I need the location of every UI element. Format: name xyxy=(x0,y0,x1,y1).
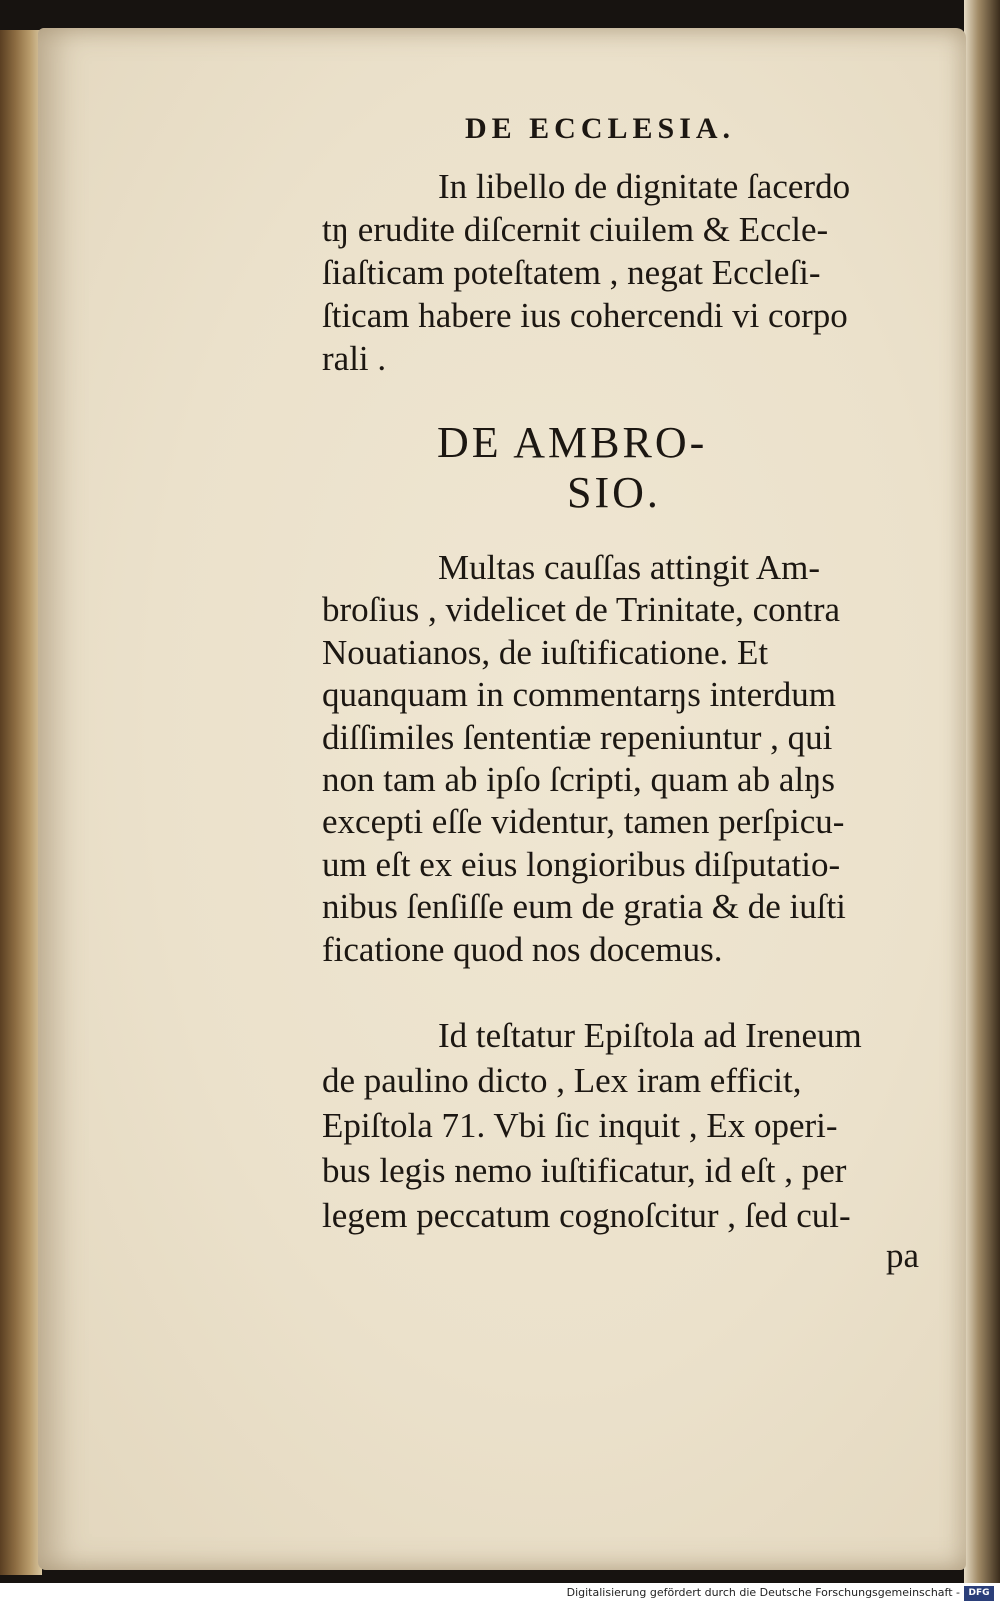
text-line: Multas cauſſas attingit Am- xyxy=(438,548,821,587)
text-line: um eſt ex eius longioribus diſputatio- xyxy=(322,844,841,884)
text-line: non tam ab ipſo ſcripti, quam ab alŋs xyxy=(322,760,836,800)
text-line: diſſimiles ſententiæ repeniuntur , qui xyxy=(322,717,833,757)
text-line: Nouatianos, de iuſtificatione. Et xyxy=(322,632,769,672)
text-line: de paulino dicto , Lex iram efficit, xyxy=(322,1061,802,1100)
text-line: quanquam in commentarŋs interdum xyxy=(322,675,836,715)
text-line: legem peccatum cognoſcitur , ſed cul- xyxy=(322,1196,851,1235)
heading-line-2: SIO. xyxy=(567,468,661,517)
paragraph-2 xyxy=(322,547,932,971)
paragraph-1 xyxy=(322,165,932,380)
book-edge-left xyxy=(0,30,42,1575)
dfg-logo: DFG xyxy=(964,1586,994,1601)
text-line: In libello de dignitate ſacerdo xyxy=(438,167,851,206)
running-head: DE ECCLESIA. xyxy=(465,112,736,145)
text-line: ſticam habere ius cohercendi vi corpo xyxy=(322,296,848,335)
text-line: Epiſtola 71. Vbi ſic inquit , Ex operi- xyxy=(322,1106,838,1145)
funding-credit: Digitalisierung gefördert durch die Deutsche Forschungsgemeinschaft - xyxy=(566,1586,960,1599)
text-line: nibus ſenſiſſe eum de gratia & de iuſti xyxy=(322,887,846,927)
text-line: tŋ erudite diſcernit ciuilem & Eccle- xyxy=(322,210,829,249)
book-edge-right xyxy=(964,0,1000,1590)
text-line: bus legis nemo iuſtificatur, id eſt , per xyxy=(322,1151,847,1190)
catchword: pa xyxy=(886,1236,920,1275)
text-line: excepti eſſe videntur, tamen perſpicu- xyxy=(322,802,845,842)
text-line: Id teſtatur Epiſtola ad Ireneum xyxy=(438,1016,862,1055)
paragraph-3 xyxy=(322,1013,932,1238)
heading-line-1: DE AMBRO- xyxy=(437,418,708,467)
text-line: ſiaſticam poteſtatem , negat Eccleſi- xyxy=(322,253,821,292)
text-line: ficatione quod nos docemus. xyxy=(322,929,723,969)
text-line: rali . xyxy=(322,339,387,378)
section-heading xyxy=(322,418,922,518)
text-line: broſius , videlicet de Trinitate, contra xyxy=(322,590,841,630)
